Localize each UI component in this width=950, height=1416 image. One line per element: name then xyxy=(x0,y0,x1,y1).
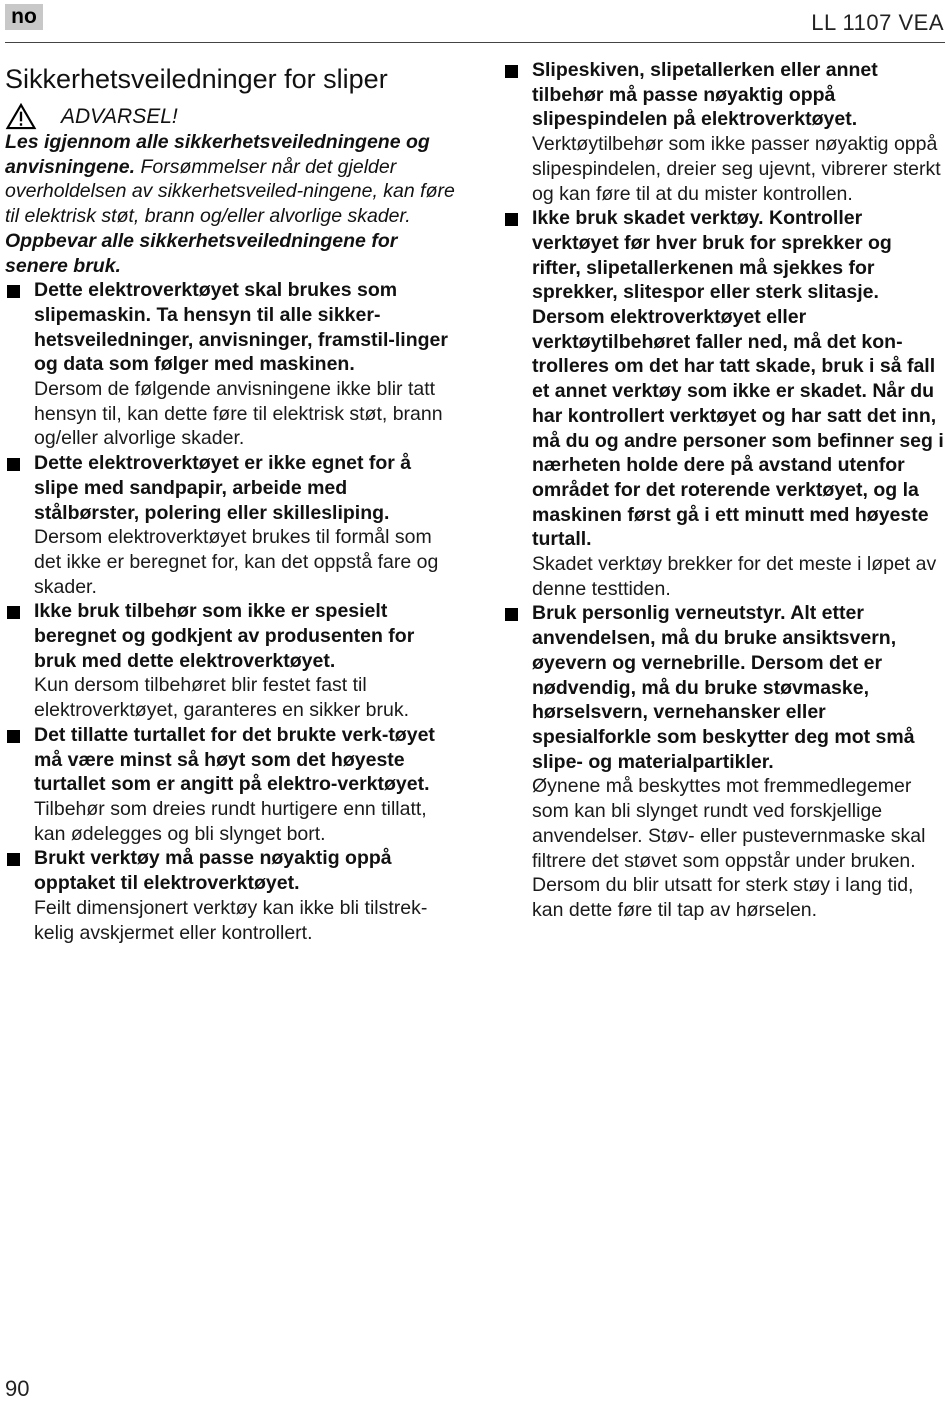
page-number: 90 xyxy=(5,1376,30,1401)
bullet-square-icon xyxy=(7,730,20,743)
bullet-square-icon xyxy=(505,65,518,78)
intro-paragraph xyxy=(5,130,455,278)
safety-item xyxy=(503,58,945,206)
warning-label: ADVARSEL! xyxy=(61,105,178,128)
safety-item xyxy=(5,451,455,599)
item-title: Ikke bruk tilbehør som ikke er spesielt beregnet og godkjent av produsenten for bruk med dette elektroverktøyet. xyxy=(34,600,415,672)
item-title: Bruk personlig verneutstyr. Alt etter anvendelsen, må du bruke ansiktsvern, øyevern og vernebrille. Dersom det er nødvendig, må du bruke støvmaske, hørselsvern, vernehansker eller spesialforkle som beskytter deg mot små slipe- og materialpartikler. xyxy=(532,602,915,773)
safety-item xyxy=(5,846,455,945)
right-column xyxy=(503,58,945,923)
item-body: Dersom elektroverktøyet brukes til formål som det ikke er beregnet for, kan det oppstå fare og skader. xyxy=(34,526,439,598)
intro-bold-text: Les igjennom alle sikkerhetsveiledningene og anvisningene. xyxy=(5,131,430,178)
left-column xyxy=(5,58,455,945)
language-tag: no xyxy=(5,4,43,30)
bullet-square-icon xyxy=(7,853,20,866)
intro-bold-text-2: Oppbevar alle sikkerhetsveiledningene for senere bruk. xyxy=(5,229,398,277)
item-title: Slipeskiven, slipetallerken eller annet tilbehør må passe nøyaktig oppå slipespindelen på elektroverktøyet. xyxy=(532,59,878,131)
item-title: Dette elektroverktøyet er ikke egnet for å slipe med sandpapir, arbeide med stålbørster, polering eller skillesliping. xyxy=(34,452,412,524)
safety-item xyxy=(5,723,455,847)
item-body: Skadet verktøy brekker for det meste i løpet av denne testtiden. xyxy=(532,553,937,600)
section-title: Sikkerhetsveiledninger for sliper xyxy=(5,64,388,94)
item-title: Brukt verktøy må passe nøyaktig oppå opptaket til elektroverktøyet. xyxy=(34,847,392,895)
item-title: Det tillatte turtallet for det brukte verk-tøyet må være minst så høyt som det høyeste turtallet som er angitt på elektro-verktøyet. xyxy=(34,723,435,796)
intro-normal-text: Forsømmelser når det gjelder overholdelsen av sikkerhetsveiled-ningene, kan føre til elektrisk støt, brann og/eller alvorlige skader. xyxy=(5,155,455,228)
safety-item xyxy=(5,278,455,451)
bullet-square-icon xyxy=(505,213,518,226)
safety-item xyxy=(503,206,945,601)
warning-heading xyxy=(5,103,455,130)
header-divider xyxy=(5,42,945,43)
safety-item xyxy=(503,601,945,922)
item-body: Øynene må beskyttes mot fremmedlegemer som kan bli slynget rundt ved forskjellige anvendelser. Støv- eller pustevernmaske skal filtrere det støvet som oppstår under bruken. Dersom du blir utsatt for sterk støy i lang tid, kan dette føre til tap av hørselen. xyxy=(532,775,926,921)
item-body: Tilbehør som dreies rundt hurtigere enn tillatt, kan ødelegges og bli slynget bort. xyxy=(34,797,427,845)
item-body: Verktøytilbehør som ikke passer nøyaktig oppå slipespindelen, dreier seg ujevnt, vibrerer sterkt og kan føre til at du mister kontrollen. xyxy=(532,133,941,205)
item-body: Feilt dimensjonert verktøy kan ikke bli tilstrek-kelig avskjermet eller kontrollert. xyxy=(34,896,428,944)
bullet-square-icon xyxy=(7,285,20,298)
safety-item xyxy=(5,599,455,723)
document-id: LL 1107 VEA xyxy=(811,10,944,35)
item-body: Dersom de følgende anvisningene ikke blir tatt hensyn til, kan dette føre til elektrisk støt, brann og/eller alvorlige skader. xyxy=(34,378,443,450)
bullet-square-icon xyxy=(7,458,20,471)
item-title: Ikke bruk skadet verktøy. Kontroller verktøyet før hver bruk for sprekker og rifter, slipetallerkenen må sjekkes for sprekker, slitespor eller sterk slitasje. Dersom elektroverktøyet eller verktøytilbehøret faller ned, må det kon-trolleres om det har tatt skade, bruk i så fall et annet verktøy som ikke er skadet. Når du har kontrollert verktøyet og har satt det inn, må du og andre personer som befinner seg i nærheten holde dere på avstand utenfor området for det roterende verktøyet, og la maskinen først gå i ett minutt med høyeste turtall. xyxy=(532,207,944,551)
warning-triangle-icon xyxy=(5,103,37,130)
bullet-square-icon xyxy=(7,606,20,619)
item-title: Dette elektroverktøyet skal brukes som slipemaskin. Ta hensyn til alle sikker-hetsveiledninger, anvisninger, framstil-linger og data som følger med maskinen. xyxy=(34,279,448,376)
bullet-square-icon xyxy=(505,608,518,621)
item-body: Kun dersom tilbehøret blir festet fast til elektroverktøyet, garanteres en sikker bruk. xyxy=(34,674,409,722)
